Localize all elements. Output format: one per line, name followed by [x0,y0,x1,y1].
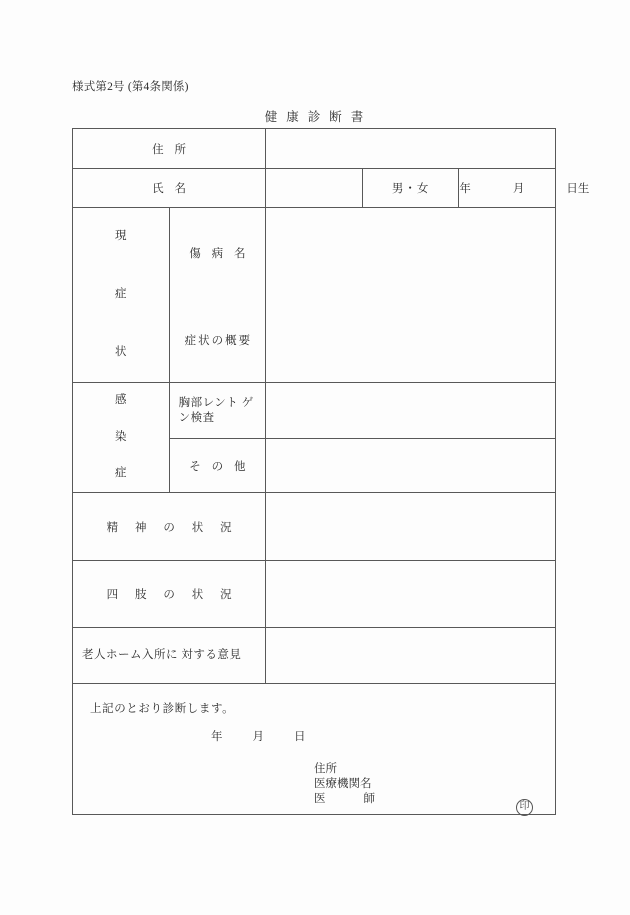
birthdate-year-label: 年 [459,183,471,195]
declaration-year-label: 年 [211,731,223,743]
seal-icon: 印 [516,799,533,816]
signature-institution-label: 医療機関名 [314,778,372,791]
infectious-disease-vertical-label [73,383,170,493]
other-infection-value-field[interactable] [266,439,556,493]
mental-condition-value-field[interactable] [266,493,556,561]
mental-condition-label: 精 神 の 状 況 [73,493,266,561]
declaration-block [73,684,556,815]
disease-name-label: 傷 病 名 [169,208,266,299]
infectious-disease-char-3: 症 [115,467,127,480]
limb-condition-label: 四 肢 の 状 況 [73,561,266,628]
chest-xray-value-field[interactable] [266,383,556,439]
declaration-date-field[interactable] [211,728,306,744]
current-symptoms-char-1: 現 [115,230,127,243]
certificate-table [72,128,590,815]
form-number: 様式第2号 (第4条関係) [72,81,189,93]
birthdate-field[interactable] [459,169,590,208]
chest-xray-label [169,383,266,439]
limb-condition-value-field[interactable] [266,561,556,628]
signature-address-label: 住所 [314,763,337,775]
declaration-day-label: 日 [294,731,306,743]
address-label: 住 所 [73,129,266,169]
other-infection-label: そ の 他 [169,439,266,493]
table-row-mental-condition [73,493,556,561]
birthdate-month-label: 月 [512,183,525,195]
signature-block [314,762,375,808]
current-symptoms-value-field[interactable] [266,208,556,383]
table-row-nursing-home-opinion [73,628,556,684]
table-row-declaration [73,684,556,815]
table-row-address [73,129,556,169]
table-row-chest-xray [73,383,556,439]
infectious-disease-char-2: 染 [115,430,127,443]
nursing-home-opinion-line2: 対する意見 [181,649,242,662]
signature-doctor-part2: 師 [363,793,375,806]
chest-xray-label-line1: 胸部レント [178,396,239,409]
current-symptoms-char-2: 症 [115,288,127,301]
name-label: 氏 名 [73,169,266,208]
infectious-disease-char-1: 感 [115,394,127,407]
current-symptoms-char-3: 状 [115,346,127,359]
signature-doctor-part1: 医 [314,793,326,806]
chest-xray-label-line2: ゲン検査 [178,396,254,424]
birthdate-day-label: 日生 [566,183,590,195]
table-row-current-symptoms [73,208,556,299]
declaration-month-label: 月 [252,731,264,743]
declaration-statement: 上記のとおり診断します。 [90,703,235,715]
symptom-summary-label: 症状の概要 [169,298,266,383]
table-row-name [73,169,556,208]
address-value-field[interactable] [266,129,556,169]
nursing-home-opinion-line1: 老人ホーム入所に [82,649,178,662]
signature-doctor-label [314,792,375,807]
table-row-limb-condition [73,561,556,628]
current-symptoms-vertical-label [73,208,170,383]
nursing-home-opinion-label [73,628,266,684]
sex-label[interactable]: 男・女 [362,169,459,208]
page-title: 健康診断書 [264,110,373,124]
nursing-home-opinion-value-field[interactable] [266,628,556,684]
certificate-table-wrapper [72,128,590,815]
name-value-field[interactable] [266,169,363,208]
